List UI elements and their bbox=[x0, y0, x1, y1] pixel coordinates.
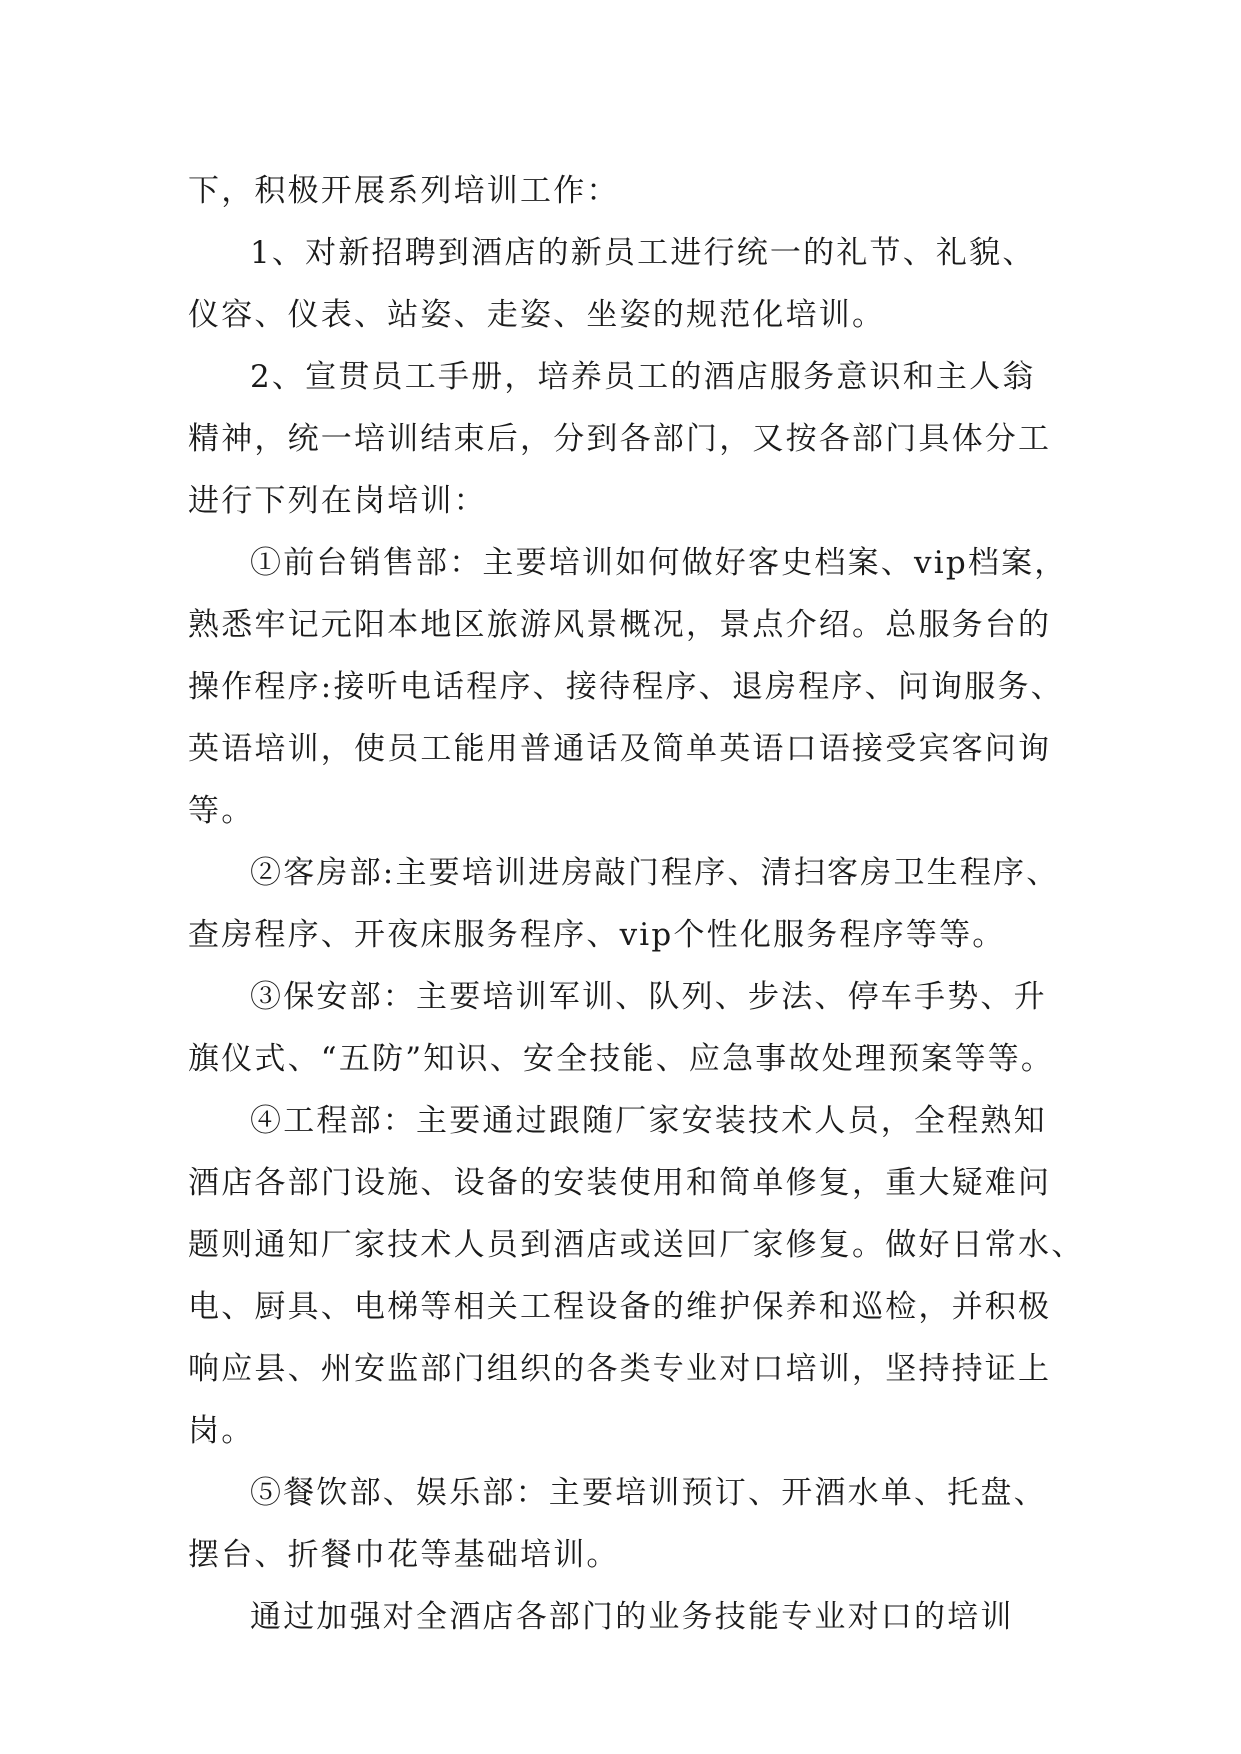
paragraph-item-2 bbox=[188, 346, 1054, 532]
paragraph-front-desk bbox=[188, 532, 1068, 842]
text-line: 进行下列在岗培训： bbox=[188, 483, 487, 519]
text-line: ⑤餐饮部、娱乐部：主要培训预订、开酒水单、托盘、 bbox=[250, 1475, 1047, 1511]
text-line: ②客房部:主要培训进房敲门程序、清扫客房卫生程序、 bbox=[250, 855, 1060, 891]
text-line: 精神，统一培训结束后，分到各部门，又按各部门具体分工 bbox=[188, 421, 1052, 457]
text-line: 通过加强对全酒店各部门的业务技能专业对口的培训 bbox=[250, 1599, 1014, 1635]
text-line: 响应县、州安监部门组织的各类专业对口培训，坚持持证上 bbox=[188, 1351, 1052, 1387]
text-line: 旗仪式、“五防”知识、安全技能、应急事故处理预案等等。 bbox=[188, 1041, 1055, 1077]
paragraph-housekeeping bbox=[188, 842, 1060, 966]
paragraph-security bbox=[188, 966, 1054, 1090]
paragraph-conclusion bbox=[188, 1586, 1054, 1648]
text-line: 下，积极开展系列培训工作： bbox=[188, 173, 620, 209]
text-line: 查房程序、开夜床服务程序、vip个性化服务程序等等。 bbox=[188, 917, 1006, 953]
text-line: 仪容、仪表、站姿、走姿、坐姿的规范化培训。 bbox=[188, 297, 886, 333]
text-line: ③保安部：主要培训军训、队列、步法、停车手势、升 bbox=[250, 979, 1047, 1015]
text-line: 摆台、折餐巾花等基础培训。 bbox=[188, 1537, 620, 1573]
text-line: 熟悉牢记元阳本地区旅游风景概况，景点介绍。总服务台的 bbox=[188, 607, 1052, 643]
document-body bbox=[188, 160, 1085, 1648]
text-line: ①前台销售部：主要培训如何做好客史档案、vip档案， bbox=[250, 545, 1068, 581]
paragraph-intro bbox=[188, 160, 1054, 222]
paragraph-dining-entertainment bbox=[188, 1462, 1054, 1586]
text-line: 等。 bbox=[188, 793, 255, 829]
text-line: 电、厨具、电梯等相关工程设备的维护保养和巡检，并积极 bbox=[188, 1289, 1052, 1325]
text-line: 2、宣贯员工手册，培养员工的酒店服务意识和主人翁 bbox=[250, 359, 1036, 395]
text-line: 操作程序:接听电话程序、接待程序、退房程序、问询服务、 bbox=[188, 669, 1064, 705]
text-line: ④工程部：主要通过跟随厂家安装技术人员，全程熟知 bbox=[250, 1103, 1047, 1139]
paragraph-item-1 bbox=[188, 222, 1054, 346]
text-line: 英语培训，使员工能用普通话及简单英语口语接受宾客问询 bbox=[188, 731, 1052, 767]
text-line: 题则通知厂家技术人员到酒店或送回厂家修复。做好日常水、 bbox=[188, 1227, 1085, 1263]
text-line: 岗。 bbox=[188, 1413, 255, 1449]
text-line: 酒店各部门设施、设备的安装使用和简单修复，重大疑难问 bbox=[188, 1165, 1052, 1201]
paragraph-engineering bbox=[188, 1090, 1085, 1462]
text-line: 1、对新招聘到酒店的新员工进行统一的礼节、礼貌、 bbox=[250, 235, 1036, 271]
